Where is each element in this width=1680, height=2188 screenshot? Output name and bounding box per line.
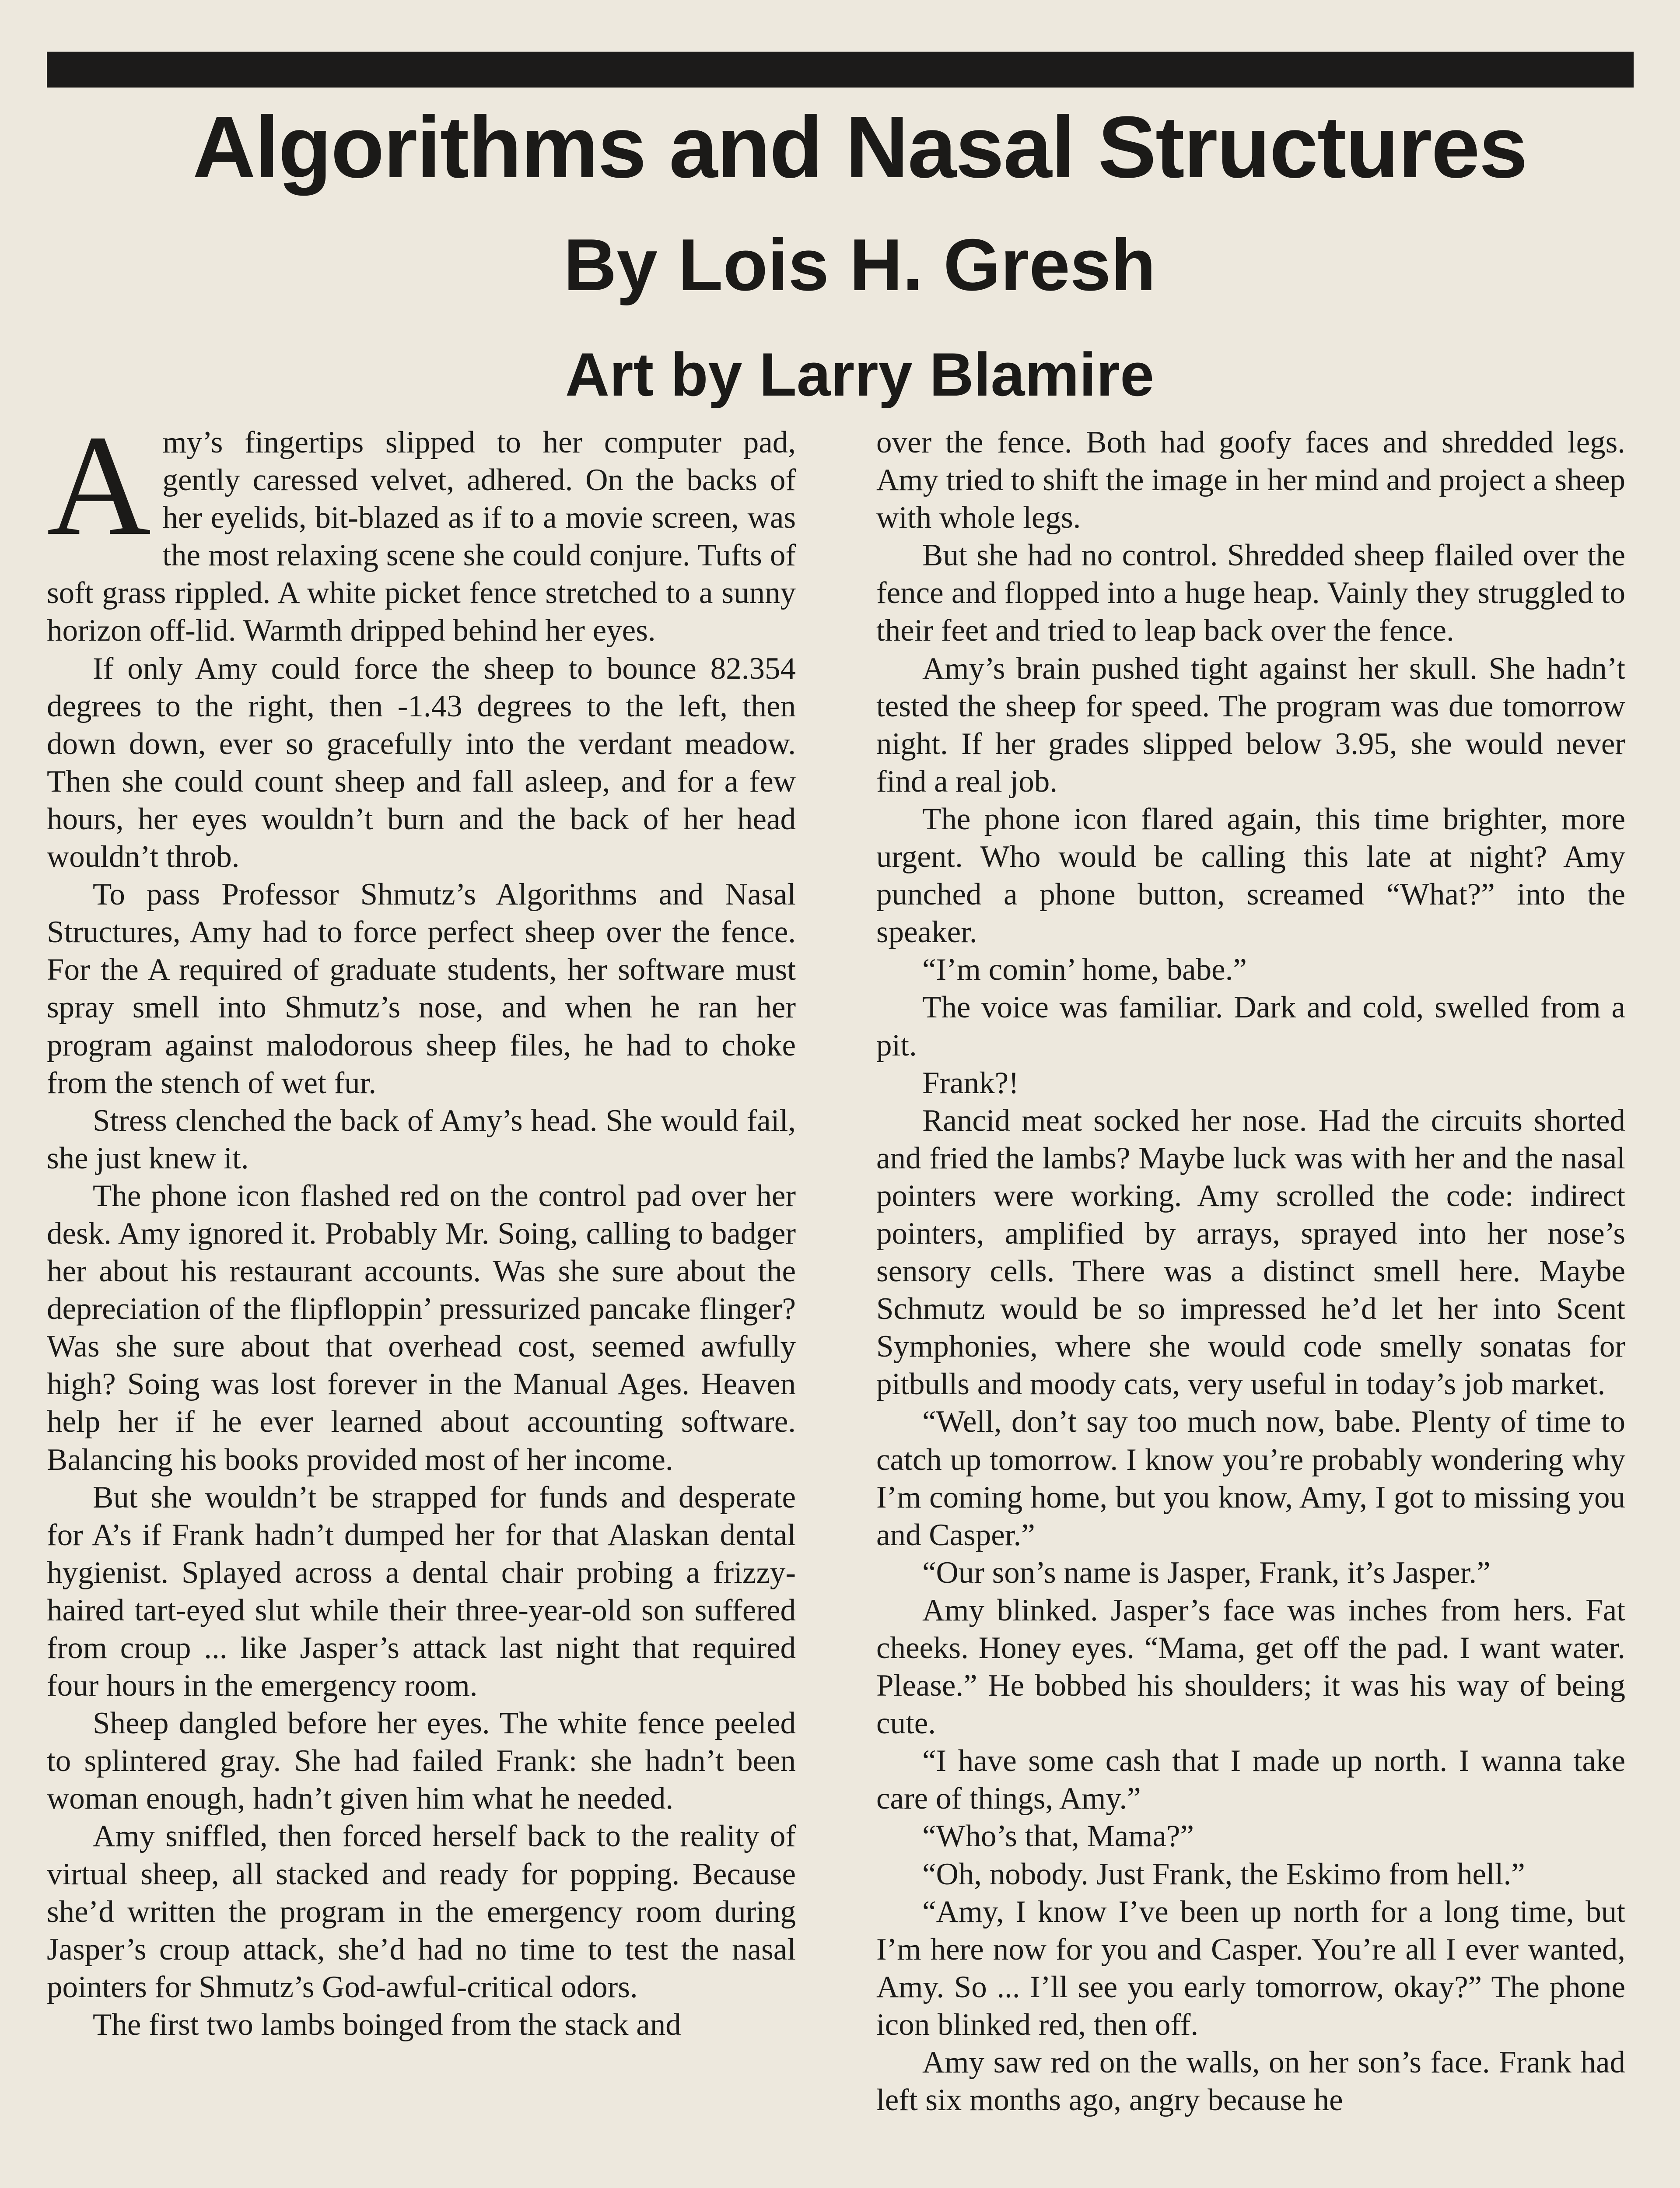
- paragraph: But she wouldn’t be strapped for funds and desperate for A’s if Frank hadn’t dumped her for that Alaskan dental hygienist. Splayed across a dental chair probing a frizzy-haired tart-eyed slut while their three-year-old son suffered from croup ... like Jasper’s attack last night that required four hours in the emergency room.: [47, 1480, 796, 1703]
- paragraph: Amy sniffled, then forced herself back to the reality of virtual sheep, all stacked and ready for popping. Because she’d written the program in the emergency room during Jasper’s croup attack, she’d had no time to test the nasal pointers for Shmutz’s God-awful-critical odors.: [47, 1819, 796, 2004]
- paragraph: over the fence. Both had goofy faces and shredded legs. Amy tried to shift the image in her mind and project a sheep with whole legs.: [876, 425, 1625, 535]
- paragraph: “Who’s that, Mama?”: [922, 1819, 1194, 1854]
- paragraph: The voice was familiar. Dark and cold, swelled from a pit.: [876, 990, 1625, 1062]
- paragraph: Amy’s brain pushed tight against her skull. She hadn’t tested the sheep for speed. The program was due tomorrow night. If her grades slipped below 3.95, she would never find a real job.: [876, 651, 1625, 799]
- paragraph: The phone icon flared again, this time brighter, more urgent. Who would be calling this late at night? Amy punched a phone button, screamed “What?” into the speaker.: [876, 802, 1625, 950]
- paragraph: Frank?!: [922, 1066, 1019, 1100]
- paragraph: Stress clenched the back of Amy’s head. She would fail, she just knew it.: [47, 1103, 796, 1175]
- paragraph: Amy blinked. Jasper’s face was inches from hers. Fat cheeks. Honey eyes. “Mama, get off the pad. I want water. Please.” He bobbed his shoulders; it was his way of being cute.: [876, 1593, 1625, 1741]
- paragraph: Sheep dangled before her eyes. The white fence peeled to splintered gray. She had failed Frank: she hadn’t been woman enough, hadn’t given him what he needed.: [47, 1706, 796, 1816]
- drop-cap: A: [47, 406, 151, 565]
- paragraph: Amy’s fingertips slipped to her computer pad, gently caressed velvet, adhered. On the backs of her eyelids, bit-blazed as if to a movie screen, was the most relaxing scene she could conjure. Tufts of soft grass rippled. A white picket fence stretched to a sunny horizon off-lid. Warmth dripped behind her eyes.: [47, 406, 796, 648]
- art-credit: Art by Larry Blamire: [565, 340, 1155, 409]
- paragraph: To pass Professor Shmutz’s Algorithms and Nasal Structures, Amy had to force perfect sheep over the fence. For the A required of graduate students, her software must spray smell into Shmutz’s nose, and when he ran her program against malodorous sheep files, he had to choke from the stench of wet fur.: [47, 877, 796, 1100]
- author-byline: By Lois H. Gresh: [564, 224, 1156, 306]
- paragraph: The phone icon flashed red on the control pad over her desk. Amy ignored it. Probably Mr. Soing, calling to badger her about his restaurant accounts. Was she sure about the depreciation of the flipfloppin’ pressurized pancake flinger? Was she sure about that overhead cost, seemed awfully high? Soing was lost forever in the Manual Ages. Heaven help her if he ever learned about accounting software. Balancing his books provided most of her income.: [47, 1178, 796, 1477]
- paragraph: “Oh, nobody. Just Frank, the Eskimo from hell.”: [922, 1857, 1525, 1891]
- left-column: [47, 406, 796, 2044]
- paragraph: “Our son’s name is Jasper, Frank, it’s Jasper.”: [922, 1555, 1491, 1590]
- article-title: Algorithms and Nasal Structures: [192, 98, 1527, 196]
- paragraph: “Amy, I know I’ve been up north for a long time, but I’m here now for you and Casper. You’re all I ever wanted, Amy. So ... I’ll see you early tomorrow, okay?” The phone icon blinked red, then off.: [876, 1894, 1625, 2042]
- paragraph: If only Amy could force the sheep to bounce 82.354 degrees to the right, then -1.43 degrees to the left, then down down, ever so gracefully into the verdant meadow. Then she could count sheep and fall asleep, and for a few hours, her eyes wouldn’t burn and the back of her head wouldn’t throb.: [47, 651, 796, 874]
- paragraph: “I’m comin’ home, babe.”: [922, 953, 1247, 987]
- paragraph: Amy saw red on the walls, on her son’s face. Frank had left six months ago, angry because he: [876, 2045, 1625, 2118]
- header-rule: [47, 52, 1634, 88]
- paragraph: The first two lambs boinged from the stack and: [93, 2007, 681, 2042]
- right-column: [876, 424, 1625, 2119]
- paragraph: But she had no control. Shredded sheep flailed over the fence and flopped into a huge heap. Vainly they struggled to their feet and tried to leap back over the fence.: [876, 538, 1625, 648]
- paragraph: “Well, don’t say too much now, babe. Plenty of time to catch up tomorrow. I know you’re probably wondering why I’m coming home, but you know, Amy, I got to missing you and Casper.”: [876, 1405, 1625, 1552]
- paragraph: Rancid meat socked her nose. Had the circuits shorted and fried the lambs? Maybe luck was with her and the nasal pointers were working. Amy scrolled the code: indirect pointers, amplified by arrays, sprayed into her nose’s sensory cells. There was a distinct smell here. Maybe Schmutz would be so impressed he’d let her into Scent Symphonies, where she would code smelly sonatas for pitbulls and moody cats, very useful in today’s job market.: [876, 1103, 1625, 1402]
- paragraph: “I have some cash that I made up north. I wanna take care of things, Amy.”: [876, 1744, 1625, 1816]
